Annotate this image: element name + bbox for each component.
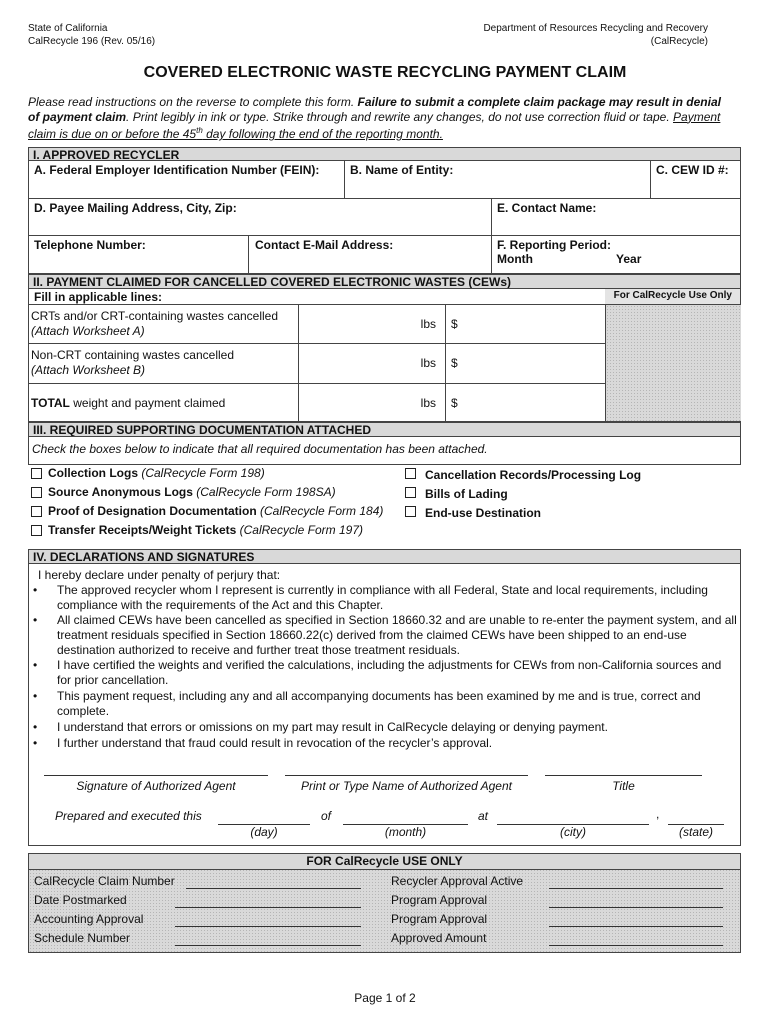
intro-due-sup: th bbox=[196, 126, 203, 135]
page-title: COVERED ELECTRONIC WASTE RECYCLING PAYMENT CLAIM bbox=[143, 64, 627, 81]
proof-of-designation-checkbox[interactable] bbox=[31, 506, 42, 517]
calrecycle-use-only-column bbox=[605, 305, 741, 421]
at-label: at bbox=[478, 809, 489, 823]
state-label: State of California bbox=[28, 23, 108, 34]
bullet-icon: • bbox=[33, 583, 38, 597]
section3-heading-bar bbox=[28, 422, 741, 437]
bullet-icon: • bbox=[33, 613, 38, 627]
recycler-approval-line[interactable] bbox=[549, 888, 723, 889]
section3-instruction: Check the boxes below to indicate that all required documentation has been attached. bbox=[32, 442, 488, 456]
city-caption: (city) bbox=[560, 825, 586, 839]
reporting-period-label: F. Reporting Period: bbox=[497, 238, 611, 252]
intro-warning: Failure to submit a complete claim package may result in denial of payment claim bbox=[28, 95, 721, 124]
divider bbox=[28, 235, 741, 236]
intro-due-text: Payment claim is due on or before the 45 bbox=[28, 109, 721, 141]
state-caption: (state) bbox=[678, 825, 713, 839]
bullet-icon: • bbox=[33, 689, 38, 703]
use-only-header bbox=[605, 289, 740, 304]
collection-logs-checkbox[interactable] bbox=[31, 468, 42, 479]
intro-text-2: . Print legibly in ink or type. Strike through and rewrite any changes, do not use correction fluid or tape. bbox=[126, 109, 670, 124]
crt-currency: $ bbox=[451, 317, 458, 331]
date-postmarked-line[interactable] bbox=[175, 907, 361, 908]
approved-amount-line[interactable] bbox=[549, 945, 723, 946]
bills-of-lading-label: Bills of Lading bbox=[425, 487, 508, 501]
year-label: Year bbox=[616, 252, 642, 266]
comma: , bbox=[656, 807, 660, 821]
signature-label: Signature of Authorized Agent bbox=[76, 779, 236, 793]
form-number: CalRecycle 196 (Rev. 05/16) bbox=[28, 36, 156, 47]
total-rest: weight and payment claimed bbox=[69, 396, 226, 410]
intro-text-1: Please read instructions on the reverse to complete this form. bbox=[28, 95, 355, 109]
month-label: Month bbox=[497, 252, 533, 266]
section1-heading: I. APPROVED RECYCLER bbox=[33, 148, 180, 162]
transfer-receipts-checkbox[interactable] bbox=[31, 525, 42, 536]
bullet-icon: • bbox=[33, 720, 38, 734]
end-use-destination-label: End-use Destination bbox=[425, 506, 542, 520]
declaration-item: The approved recycler whom I represent is currently in compliance with all Federal, State and local requirements, including compliance with the requirements of the Act and this Chapter. bbox=[57, 583, 708, 612]
divider bbox=[344, 160, 345, 198]
telephone-field[interactable] bbox=[34, 238, 146, 252]
doc-label: Transfer Receipts/Weight Tickets bbox=[48, 523, 237, 537]
schedule-number-line[interactable] bbox=[175, 945, 361, 946]
section3-heading: III. REQUIRED SUPPORTING DOCUMENTATION ATTACHED bbox=[33, 423, 371, 437]
divider bbox=[650, 160, 651, 198]
program-approval-label-2: Program Approval bbox=[391, 912, 488, 926]
of-label: of bbox=[321, 809, 332, 823]
email-field[interactable] bbox=[255, 238, 393, 252]
department-label: Department of Resources Recycling and Recovery bbox=[483, 23, 708, 34]
crt-row-label bbox=[31, 309, 278, 339]
day-caption: (day) bbox=[250, 825, 278, 839]
program-approval-line-2[interactable] bbox=[549, 926, 723, 927]
total-row-label bbox=[31, 396, 225, 410]
source-anonymous-logs-label bbox=[48, 485, 336, 499]
printed-name-label: Print or Type Name of Authorized Agent bbox=[301, 779, 512, 793]
signature-line[interactable] bbox=[44, 775, 268, 776]
declaration-intro: I hereby declare under penalty of perjury that: bbox=[38, 568, 281, 582]
declaration-item: This payment request, including any and all accompanying documents has been examined by me and is true, correct and complete. bbox=[57, 689, 701, 718]
office-use-heading: FOR CalRecycle USE ONLY bbox=[306, 854, 463, 868]
reporting-period-field[interactable] bbox=[497, 238, 697, 267]
bills-of-lading-checkbox[interactable] bbox=[405, 487, 416, 498]
printed-name-line[interactable] bbox=[285, 775, 528, 776]
telephone-label: Telephone Number: bbox=[34, 238, 146, 252]
instructions-intro bbox=[28, 95, 728, 142]
crt-label: CRTs and/or CRT-containing wastes cancelled bbox=[31, 309, 279, 323]
page-number: Page 1 of 2 bbox=[354, 991, 416, 1005]
divider bbox=[28, 198, 741, 199]
cancellation-records-checkbox[interactable] bbox=[405, 468, 416, 479]
title-line[interactable] bbox=[545, 775, 702, 776]
department-abbrev: (CalRecycle) bbox=[650, 36, 708, 47]
crt-payment-input[interactable] bbox=[446, 305, 605, 343]
bullet-icon: • bbox=[33, 658, 38, 672]
doc-form: (CalRecycle Form 184) bbox=[256, 504, 384, 518]
office-use-heading-bar bbox=[29, 854, 740, 870]
section2-heading: II. PAYMENT CLAIMED FOR CANCELLED COVERED ELECTRONIC WASTES (CEWs) bbox=[33, 275, 512, 289]
fein-label: A. Federal Employer Identification Number (FEIN): bbox=[34, 163, 320, 177]
section2-heading-bar bbox=[28, 274, 741, 289]
divider bbox=[248, 235, 249, 274]
fein-field[interactable] bbox=[34, 163, 319, 177]
noncrt-label: Non-CRT containing wastes cancelled bbox=[31, 348, 234, 362]
accounting-approval-line[interactable] bbox=[175, 926, 361, 927]
transfer-receipts-label bbox=[48, 523, 363, 537]
contact-name-label: E. Contact Name: bbox=[497, 201, 597, 215]
cew-id-label: C. CEW ID #: bbox=[656, 163, 729, 177]
doc-label: Source Anonymous Logs bbox=[48, 485, 193, 499]
declaration-item: I have certified the weights and verified the calculations, including the adjustments for CEWs from non-California sources and for prior cancellation. bbox=[57, 658, 722, 687]
doc-form: (CalRecycle Form 197) bbox=[236, 523, 363, 537]
section4-heading: IV. DECLARATIONS AND SIGNATURES bbox=[33, 550, 255, 564]
section3-instruction-box bbox=[28, 436, 741, 465]
crt-weight-input[interactable] bbox=[299, 305, 445, 343]
noncrt-currency: $ bbox=[451, 356, 458, 370]
collection-logs-label bbox=[48, 466, 265, 480]
noncrt-row-label bbox=[31, 348, 234, 378]
entity-name-label: B. Name of Entity: bbox=[350, 163, 454, 177]
intro-due-text-2: day following the end of the reporting month. bbox=[202, 127, 443, 141]
declaration-item: I further understand that fraud could result in revocation of the recycler’s approval. bbox=[57, 736, 493, 750]
date-postmarked-label: Date Postmarked bbox=[34, 893, 127, 907]
fill-lines-label: Fill in applicable lines: bbox=[34, 290, 163, 304]
noncrt-weight-input[interactable] bbox=[299, 344, 445, 383]
total-currency: $ bbox=[451, 396, 458, 410]
total-weight-unit: lbs bbox=[420, 396, 436, 410]
program-approval-line[interactable] bbox=[549, 907, 723, 908]
schedule-number-label: Schedule Number bbox=[34, 931, 131, 945]
divider bbox=[491, 198, 492, 274]
use-only-label: For CalRecycle Use Only bbox=[613, 290, 732, 301]
agency-header-right bbox=[483, 22, 708, 48]
source-anonymous-logs-checkbox[interactable] bbox=[31, 487, 42, 498]
total-bold: TOTAL bbox=[31, 396, 70, 410]
noncrt-weight-unit: lbs bbox=[420, 356, 436, 370]
claim-number-line[interactable] bbox=[186, 888, 361, 889]
prepared-label: Prepared and executed this bbox=[55, 809, 202, 823]
recycler-approval-label: Recycler Approval Active bbox=[391, 874, 524, 888]
payee-address-label: D. Payee Mailing Address, City, Zip: bbox=[34, 201, 237, 215]
cancellation-records-label: Cancellation Records/Processing Log bbox=[425, 468, 642, 482]
end-use-destination-checkbox[interactable] bbox=[405, 506, 416, 517]
section4-heading-bar bbox=[28, 549, 741, 564]
email-label: Contact E-Mail Address: bbox=[255, 238, 394, 252]
section1-heading-bar bbox=[28, 147, 741, 161]
approved-amount-label: Approved Amount bbox=[391, 931, 487, 945]
agency-header-left bbox=[28, 22, 155, 48]
noncrt-payment-input[interactable] bbox=[446, 344, 605, 383]
declaration-item: All claimed CEWs have been cancelled as specified in Section 18660.32 and are unable to re-enter the payment system, and all treatment residuals specified in Section 18660.22(c) derived from the claimed CEWs have been shipped to an end-use destination authorized to receive and further treat those treatment residuals. bbox=[57, 613, 737, 657]
declaration-item: I understand that errors or omissions on my part may result in CalRecycle delaying or denying payment. bbox=[57, 720, 608, 734]
program-approval-label: Program Approval bbox=[391, 893, 488, 907]
title-label: Title bbox=[612, 779, 635, 793]
contact-name-field[interactable] bbox=[497, 201, 596, 215]
doc-label: Collection Logs bbox=[48, 466, 138, 480]
crt-sub-label: (Attach Worksheet A) bbox=[31, 324, 145, 338]
total-weight-input[interactable] bbox=[299, 384, 445, 421]
crt-weight-unit: lbs bbox=[420, 317, 436, 331]
doc-form: (CalRecycle Form 198SA) bbox=[192, 485, 336, 499]
noncrt-sub-label: (Attach Worksheet B) bbox=[31, 363, 146, 377]
accounting-approval-label: Accounting Approval bbox=[34, 912, 144, 926]
claim-number-label: CalRecycle Claim Number bbox=[34, 874, 175, 888]
total-payment-input[interactable] bbox=[446, 384, 605, 421]
cew-id-field[interactable] bbox=[656, 163, 729, 177]
month-caption: (month) bbox=[384, 825, 427, 839]
doc-form: (CalRecycle Form 198) bbox=[138, 466, 265, 480]
payee-address-field[interactable] bbox=[34, 201, 237, 215]
entity-name-field[interactable] bbox=[350, 163, 453, 177]
bullet-icon: • bbox=[33, 736, 38, 750]
doc-label: Proof of Designation Documentation bbox=[48, 504, 257, 518]
proof-of-designation-label bbox=[48, 504, 383, 518]
